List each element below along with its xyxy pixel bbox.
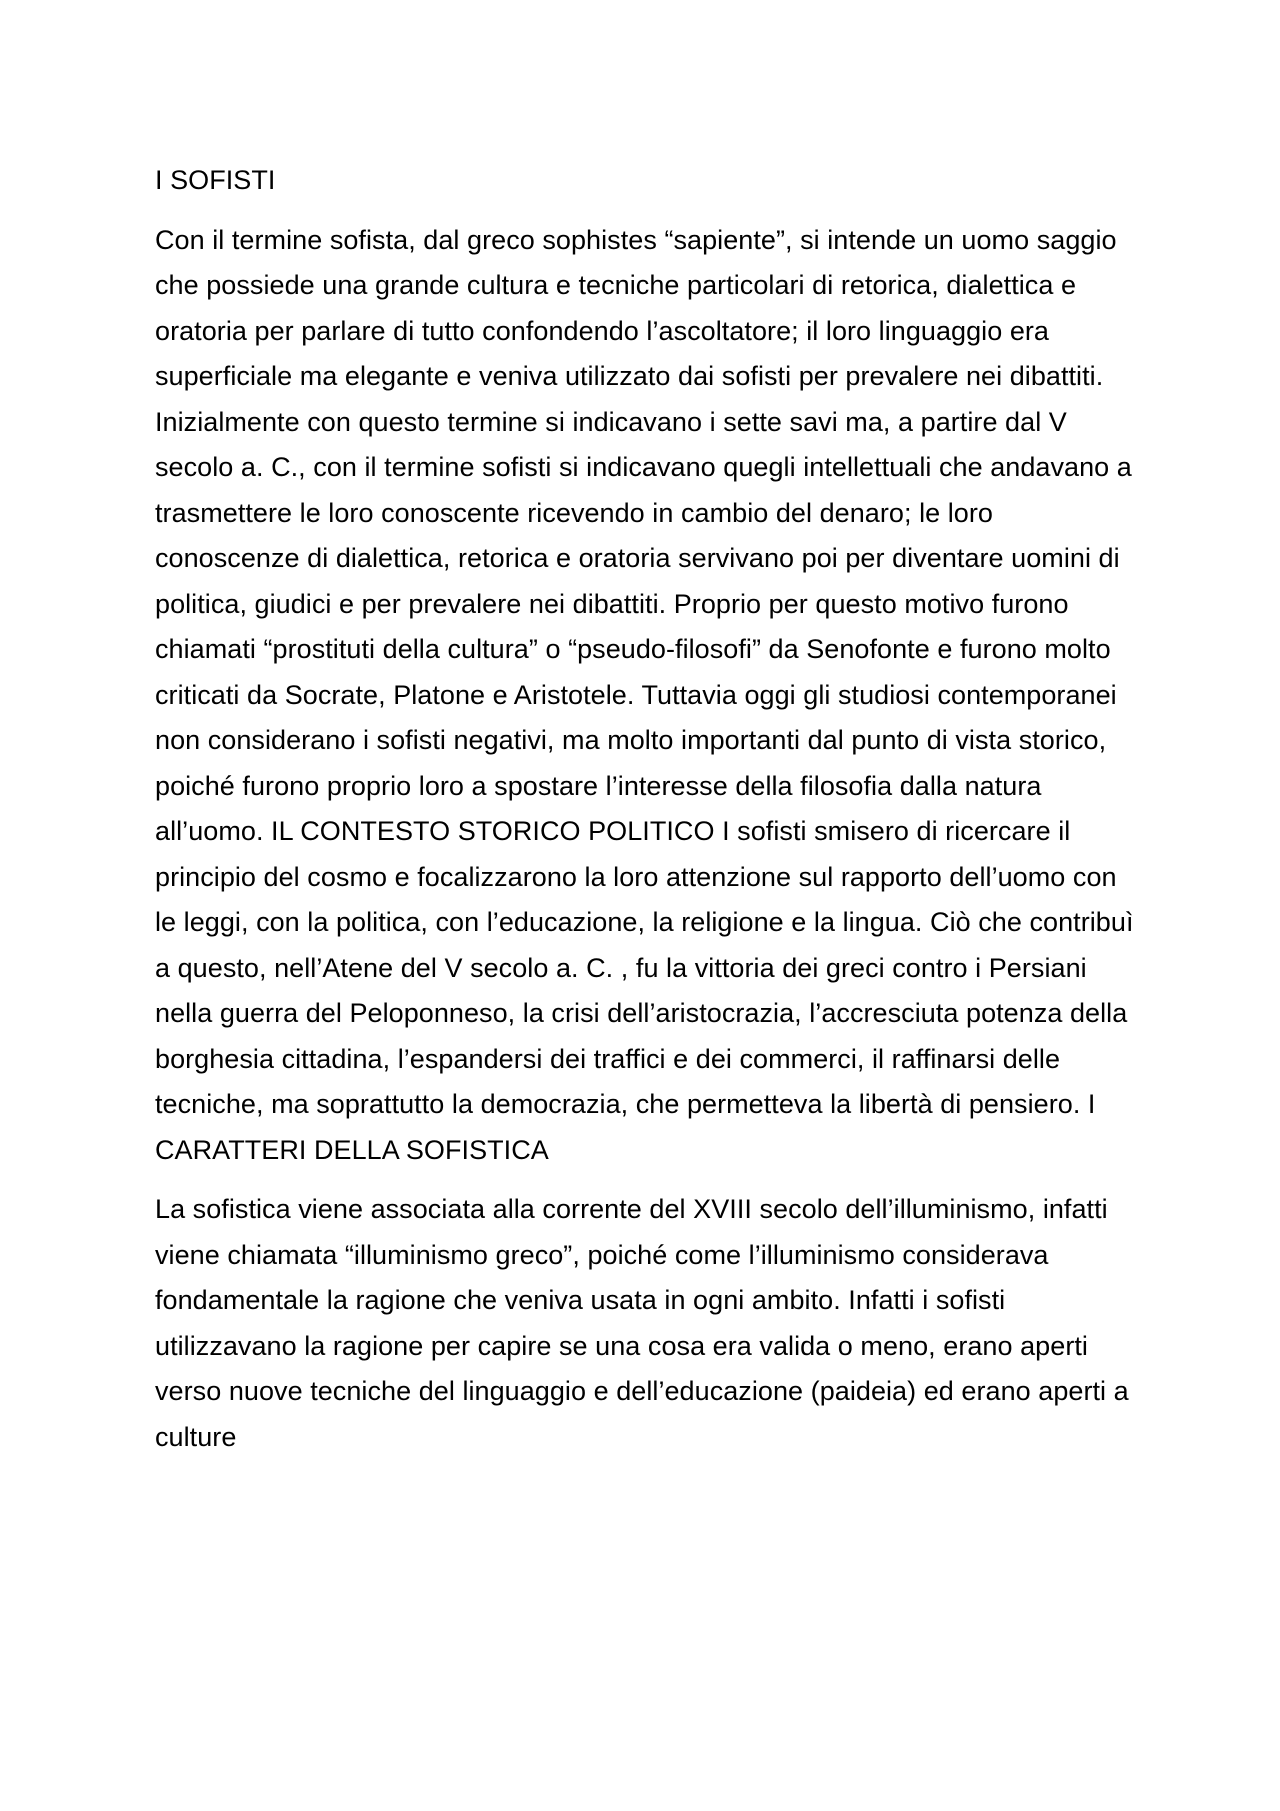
paragraph-1: Con il termine sofista, dal greco sophistes “sapiente”, si intende un uomo saggio che possiede una grande cultura e tecniche particolari di retorica, dialettica e oratoria per parlare di tutto confondendo l’ascoltatore; il loro linguaggio era superficiale ma elegante e veniva utilizzato dai sofisti per prevalere nei dibattiti. Inizialmente con questo termine si indicavano i sette savi ma, a partire dal V secolo a. C., con il termine sofisti si indicavano quegli intellettuali che andavano a trasmettere le loro conoscente ricevendo in cambio del denaro; le loro conoscenze di dialettica, retorica e oratoria servivano poi per diventare uomini di politica, giudici e per prevalere nei dibattiti. Proprio per questo motivo furono chiamati “prostituti della cultura” o “pseudo-filosofi” da Senofonte e furono molto criticati da Socrate, Platone e Aristotele. Tuttavia oggi gli studiosi contemporanei non considerano i sofisti negativi, ma molto importanti dal punto di vista storico, poiché furono proprio loro a spostare l’interesse della filosofia dalla natura all’uomo. IL CONTESTO STORICO POLITICO I sofisti smisero di ricercare il principio del cosmo e focalizzarono la loro attenzione sul rapporto dell’uomo con le leggi, con la politica, con l’educazione, la religione e la lingua. Ciò che contribuì a questo, nell’Atene del V secolo a. C. , fu la vittoria dei greci contro i Persiani nella guerra del Peloponneso, la crisi dell’aristocrazia, l’accresciuta potenza della borghesia cittadina, l’espandersi dei traffici e dei commerci, il raffinarsi delle tecniche, ma soprattutto la democrazia, che permetteva la libertà di pensiero. I CARATTERI DELLA SOFISTICA [155,224,1134,1165]
document-body [155,158,1135,1474]
paragraph-2: La sofistica viene associata alla corrente del XVIII secolo dell’illuminismo, infatti viene chiamata “illuminismo greco”, poiché come l’illuminismo considerava fondamentale la ragione che veniva usata in ogni ambito. Infatti i sofisti utilizzavano la ragione per capire se una cosa era valida o meno, erano aperti verso nuove tecniche del linguaggio e dell’educazione (paideia) ed erano aperti a culture [155,1194,1129,1452]
document-title: I SOFISTI [155,165,276,195]
